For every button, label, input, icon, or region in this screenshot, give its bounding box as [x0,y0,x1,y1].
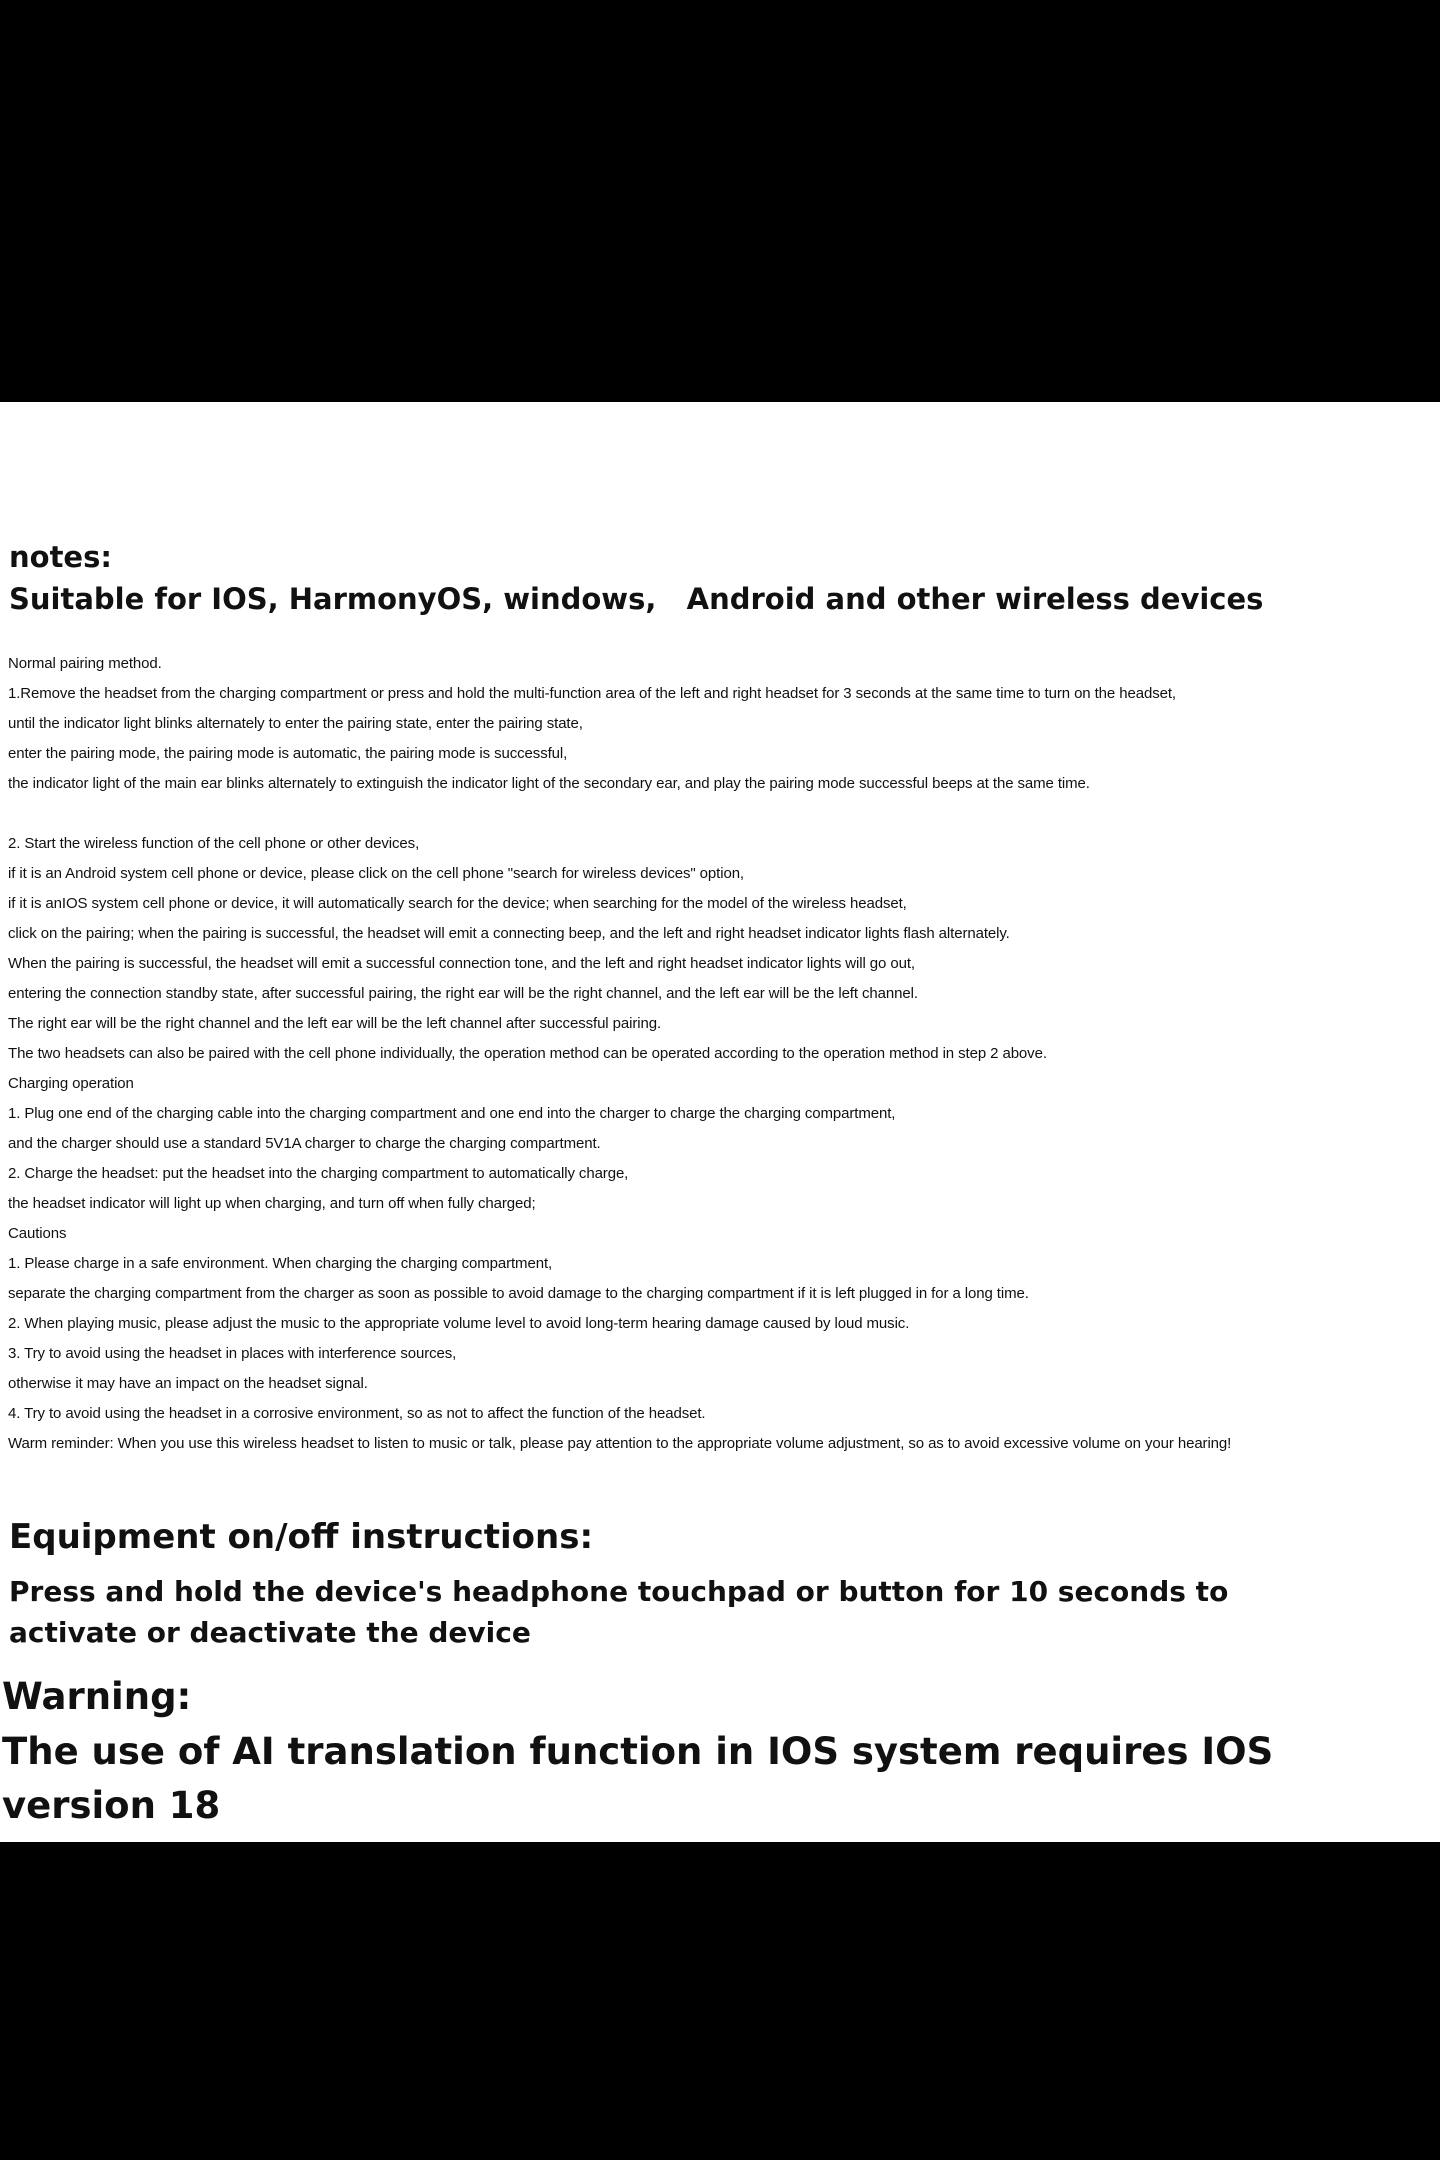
text-line: 3. Try to avoid using the headset in places with interference sources, [8,1345,457,1362]
equipment-text [9,1571,1409,1653]
notes-heading: notes: [9,540,112,574]
text-line: separate the charging compartment from the charger as soon as possible to avoid damage to the charging compartment if it is left plugged in for a long time. [8,1285,1029,1302]
top-black-band [0,0,1440,402]
compatibility-heading: Suitable for IOS, HarmonyOS, windows, Android and other wireless devices [9,582,1264,616]
bottom-black-band [0,1842,1440,2160]
text-line: 2. Charge the headset: put the headset into the charging compartment to automatically charge, [8,1165,629,1182]
text-line: entering the connection standby state, after successful pairing, the right ear will be the right channel, and the left ear will be the left channel. [8,985,918,1002]
text-line: if it is an Android system cell phone or device, please click on the cell phone "search for wireless devices" option, [8,865,745,882]
warm-reminder: Warm reminder: When you use this wireless headset to listen to music or talk, please pay attention to the appropriate volume adjustment, so as to avoid excessive volume on your hearing! [8,1435,1232,1452]
text-line: Normal pairing method. [8,655,162,672]
text-line: 2. Start the wireless function of the cell phone or other devices, [8,835,420,852]
text-line: if it is anIOS system cell phone or device, it will automatically search for the device; when searching for the model of the wireless headset, [8,895,907,912]
text-line: 1. Please charge in a safe environment. When charging the charging compartment, [8,1255,553,1272]
text-line: 1. Plug one end of the charging cable into the charging compartment and one end into the charger to charge the charging compartment, [8,1105,896,1122]
text-line: until the indicator light blinks alternately to enter the pairing state, enter the pairing state, [8,715,583,732]
warning-heading: Warning: [2,1675,192,1718]
text-line: the headset indicator will light up when charging, and turn off when fully charged; [8,1195,536,1212]
text-line: The right ear will be the right channel and the left ear will be the left channel after successful pairing. [8,1015,662,1032]
equipment-heading: Equipment on/off instructions: [9,1517,594,1557]
instruction-sheet [0,402,1440,1842]
section-label-cautions: Cautions [8,1225,67,1242]
text-line: When the pairing is successful, the headset will emit a successful connection tone, and the left and right headset indicator lights will go out, [8,955,915,972]
warning-line: The use of AI translation function in IOS system requires IOS version 18 [2,1730,1274,1827]
text-line: the indicator light of the main ear blinks alternately to extinguish the indicator light of the secondary ear, and play the pairing mode successful beeps at the same time. [8,775,1090,792]
instructions-text-block [8,649,1438,1459]
text-line: The two headsets can also be paired with the cell phone individually, the operation method can be operated according to the operation method in step 2 above. [8,1045,1047,1062]
text-line: and the charger should use a standard 5V1A charger to charge the charging compartment. [8,1135,601,1152]
equipment-line: activate or deactivate the device [9,1616,531,1649]
text-line: 1.Remove the headset from the charging compartment or press and hold the multi-function area of the left and right headset for 3 seconds at the same time to turn on the headset, [8,685,1176,702]
text-line: 4. Try to avoid using the headset in a corrosive environment, so as not to affect the function of the headset. [8,1405,706,1422]
text-line: otherwise it may have an impact on the headset signal. [8,1375,368,1392]
paragraph-gap [8,799,1438,829]
section-label-charging: Charging operation [8,1075,134,1092]
text-line: 2. When playing music, please adjust the music to the appropriate volume level to avoid long-term hearing damage caused by loud music. [8,1315,910,1332]
text-line: click on the pairing; when the pairing is successful, the headset will emit a connecting beep, and the left and right headset indicator lights flash alternately. [8,925,1010,942]
text-line: enter the pairing mode, the pairing mode is automatic, the pairing mode is successful, [8,745,568,762]
equipment-line: Press and hold the device's headphone touchpad or button for 10 seconds to [9,1575,1229,1608]
